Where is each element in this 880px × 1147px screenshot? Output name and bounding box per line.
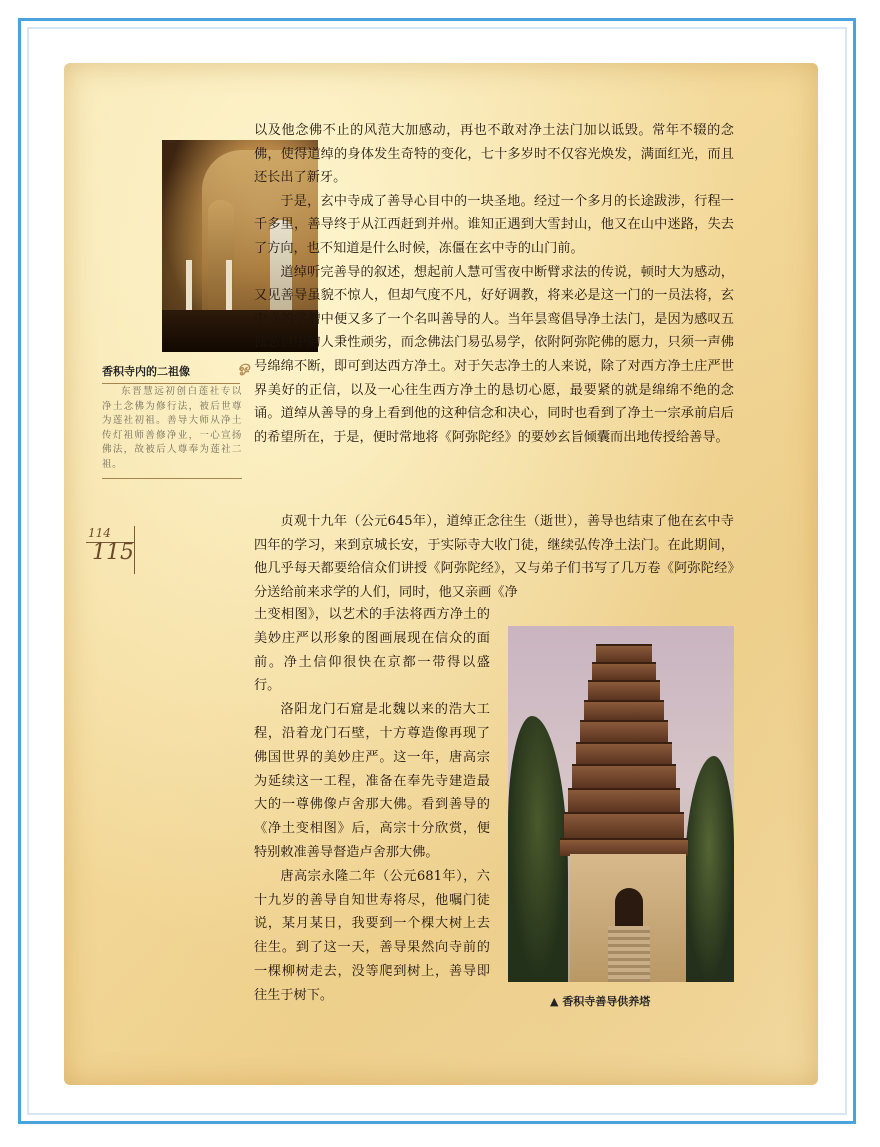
paragraph: 洛阳龙门石窟是北魏以来的浩大工程，沿着龙门石壁，十方尊造像再现了佛国世界的美妙庄严。这一年，唐高宗为延续这一工程，准备在奉先寺建造最大的一尊佛像卢舍那大佛。看到善导的《净土变相图》后，高宗十分欣赏，便特别敕准善导督造卢舍那大佛。 <box>254 702 490 860</box>
body-text-left-column <box>254 603 490 1008</box>
pagoda-caption: ▲ 香积寺善导供养塔 <box>550 995 651 1008</box>
flourish-icon: ஓ <box>238 359 250 375</box>
pagoda-photo <box>508 626 734 982</box>
statue-caption-title: 香积寺内的二祖像 ஓ <box>102 363 240 384</box>
triangle-up-icon: ▲ <box>550 995 559 1008</box>
paragraph: 道绰听完善导的叙述，想起前人慧可雪夜中断臂求法的传说，顿时大为感动，又见善导虽貌不惊人，但却气度不凡，好好调教，将来必是这一门的一员法将，玄中寺的学僧中便又多了一个名叫善导的人。当年昙鸾倡导净土法门，是因为感叹五浊恶世中的人秉性顽劣，而念佛法门易弘易学，依附阿弥陀佛的愿力，只须一声佛号绵绵不断，即可到达西方净土。对于矢志净土的人来说，除了对西方净土庄严世界美好的正信，以及一心往生西方净土的恳切心愿，最要紧的就是绵绵不绝的念诵。道绰从善导的身上看到他的这种信念和决心，同时也看到了净土一宗承前启后的希望所在，于是，便时常地将《阿弥陀经》的要妙玄旨倾囊而出地传授给善导。 <box>254 264 734 445</box>
paragraph: 唐高宗永隆二年（公元681年），六十九岁的善导自知世寿将尽，他嘱门徒说，某月某日，我要到一个棵大树上去往生。到了这一天，善导果然向寺前的一棵柳树走去，没等爬到树上，善导即往生于树下。 <box>254 868 490 1003</box>
page-numbers <box>86 526 146 576</box>
body-text-top <box>254 119 734 449</box>
page-number-right: 115 <box>92 540 134 565</box>
page <box>64 63 818 1085</box>
body-text-middle <box>254 510 734 604</box>
statue-caption-body: 东晋慧远初创白莲社专以净土念佛为修行法，被后世尊为莲社初祖。善导大师从净土传灯祖师善修净业，一心宣扬佛法，故被后人尊奉为莲社二祖。 <box>102 385 242 479</box>
paragraph: 于是，玄中寺成了善导心目中的一块圣地。经过一个多月的长途跋涉，行程一千多里，善导终于从江西赶到并州。谁知正遇到大雪封山，他又在山中迷路，失去了方向，也不知道是什么时候，冻僵在玄中寺的山门前。 <box>254 193 734 256</box>
paragraph: 土变相图》，以艺术的手法将西方净土的美妙庄严以形象的图画展现在信众的面前。净土信仰很快在京都一带得以盛行。 <box>254 607 490 694</box>
page-number-left: 114 <box>88 526 111 540</box>
paragraph: 贞观十九年（公元645年），道绰正念往生（逝世），善导也结束了他在玄中寺四年的学习，来到京城长安，于实际寺大收门徒，继续弘传净土法门。在此期间，他几乎每天都要给信众们讲授《阿弥陀经》，又与弟子们书写了几万卷《阿弥陀经》分送给前来求学的人们，同时，他又亲画《净 <box>254 514 734 600</box>
paragraph: 以及他念佛不止的风范大加感动，再也不敢对净土法门加以诋毁。常年不辍的念佛，使得道绰的身体发生奇特的变化，七十多岁时不仅容光焕发，满面红光，而且还长出了新牙。 <box>254 123 734 186</box>
